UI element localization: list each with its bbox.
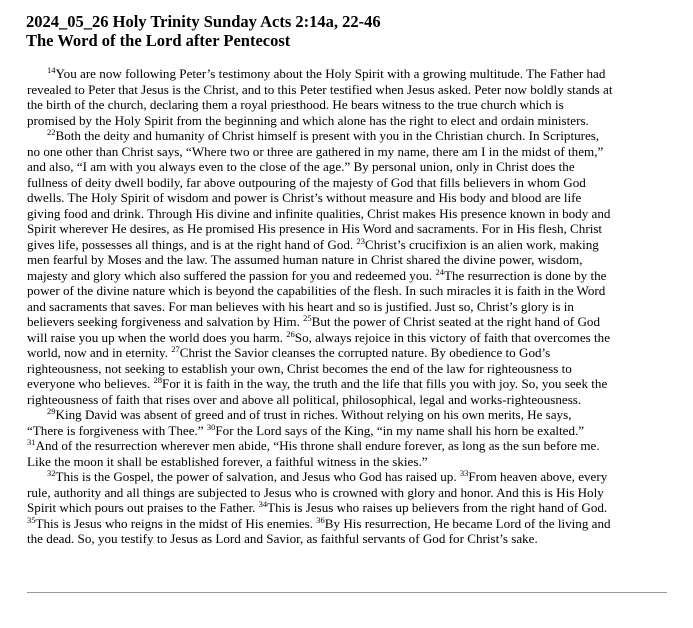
text-run: the birth of the church, declaring them a royal priesthood. He bears witness to the true church which is: [27, 97, 564, 112]
text-run: For it is faith in the way, the truth and the life that fills you with joy. So, you seek the: [162, 376, 608, 391]
verse-number: 26: [286, 328, 295, 339]
text-run: This is the Gospel, the power of salvation, and Jesus who God has raised up.: [55, 469, 460, 484]
text-run: giving food and drink. Through His divine and infinite qualities, Christ makes His presence known in body and: [27, 205, 611, 221]
text-run: The resurrection is done by the: [443, 267, 607, 283]
text-run: For the Lord says of the King, “in my name shall his horn be exalted.”: [215, 422, 585, 438]
text-run: This is Jesus who raises up believers from the right hand of God.: [267, 500, 608, 515]
text-line: [27, 144, 667, 160]
text-run: world, now and in eternity.: [27, 345, 172, 360]
text-line: [27, 299, 667, 315]
text-line: [27, 485, 667, 501]
text-line: [27, 206, 667, 222]
text-line: [27, 128, 667, 144]
text-run: Spirit wherever He desires, as He promised His presence in His Word and sacraments. For in His flesh, Christ: [27, 221, 603, 236]
paragraph: [27, 407, 667, 469]
text-run: King David was absent of greed and of trust in riches. Without relying on his own merits, He says,: [55, 407, 572, 422]
verse-number: 32: [47, 468, 56, 478]
text-run: promised by the Holy Spirit from the beginning and which alone has the right to elect and ordain ministers.: [27, 112, 589, 128]
bottom-divider: [27, 592, 667, 593]
text-line: [27, 345, 667, 361]
subtitle-line: The Word of the Lord after Pentecost: [26, 31, 291, 50]
text-run: This is Jesus who reigns in the midst of His enemies.: [35, 515, 317, 531]
text-run: righteousness, not seeking to establish your own, Christ becomes the end of the law for righteousness to: [27, 360, 572, 376]
text-line: [27, 423, 667, 439]
text-run: majesty and glory which also suffered the passion for you and redeemed you.: [27, 267, 436, 283]
text-run: gives life, possesses all things, and is at the right hand of God.: [27, 236, 357, 252]
paragraph: [27, 128, 667, 407]
verse-number: 34: [258, 499, 268, 509]
text-run: believers seeking forgiveness and salvation by Him.: [27, 314, 304, 329]
text-run: revealed to Peter that Jesus is the Christ, and to this Peter testified when Jesus asked. Peter now boldly stands at: [27, 81, 613, 97]
text-run: everyone who believes.: [27, 376, 154, 391]
verse-number: 24: [435, 266, 444, 277]
paragraph: [27, 66, 667, 128]
text-run: righteousness of faith that rises over and above all political, philosophical, legal and works-righteousness.: [27, 391, 582, 407]
text-line: [27, 438, 667, 454]
text-run: So, always rejoice in this victory of faith that overcomes the: [294, 329, 611, 345]
text-line: [27, 268, 667, 284]
verse-number: 36: [316, 514, 325, 525]
text-run: men fearful by Moses and the law. The assumed human nature in Christ shared the divine power, wisdom,: [27, 252, 583, 267]
text-line: [27, 82, 667, 98]
text-run: and sacraments that saves. For man believes with his heart and so is justified. Just so, Christ’s glory is in: [27, 298, 574, 314]
text-run: fullness of deity dwell bodily, far above outpouring of the majesty of God that fills believers in whom God: [27, 174, 586, 190]
text-run: no one other than Christ says, “Where two or three are gathered in my name, there am I in the midst of them,”: [27, 143, 604, 159]
text-line: [27, 283, 667, 299]
text-line: [27, 190, 667, 206]
text-line: [27, 469, 667, 485]
text-run: dwells. The Holy Spirit of wisdom and power is Christ’s without measure and His body and blood are life: [27, 190, 582, 205]
paragraph: [27, 469, 667, 547]
text-run: Spirit which pours out praises to the Father.: [27, 500, 259, 515]
text-line: [27, 361, 667, 377]
text-line: [27, 159, 667, 175]
text-run: From heaven above, every: [468, 469, 608, 484]
text-run: “There is forgiveness with Thee.”: [27, 422, 207, 438]
verse-number: 35: [27, 514, 36, 525]
text-run: the dead. So, you testify to Jesus as Lord and Savior, as faithful servants of God for Christ’s sake.: [27, 531, 538, 546]
verse-number: 30: [206, 421, 216, 432]
text-line: [27, 175, 667, 191]
text-run: Christ’s crucifixion is an alien work, making: [364, 236, 599, 252]
title-line: 2024_05_26 Holy Trinity Sunday Acts 2:14a, 22-46: [26, 12, 381, 31]
document-body: [27, 66, 667, 547]
text-line: [27, 66, 667, 82]
text-line: [27, 407, 667, 423]
text-run: You are now following Peter’s testimony about the Holy Spirit with a growing multitude. The Father had: [55, 66, 606, 81]
text-line: [27, 221, 667, 237]
text-run: But the power of Christ seated at the right hand of God: [311, 314, 600, 329]
verse-number: 27: [171, 344, 180, 354]
text-run: Like the moon it shall be established forever, a faithful witness in the skies.”: [27, 453, 428, 469]
verse-number: 14: [47, 65, 56, 75]
text-run: And of the resurrection wherever men abide, “His throne shall endure forever, as long as the sun before me.: [35, 438, 600, 453]
text-run: Christ the Savior cleanses the corrupted nature. By obedience to God’s: [179, 345, 551, 360]
text-line: [27, 113, 667, 129]
text-line: [27, 330, 667, 346]
verse-number: 22: [47, 127, 56, 137]
verse-number: 25: [303, 313, 312, 323]
verse-number: 29: [47, 406, 56, 416]
verse-number: 33: [459, 468, 469, 478]
text-line: [27, 531, 667, 547]
text-run: will raise you up when the world does you harm.: [27, 329, 287, 345]
text-line: [27, 392, 667, 408]
text-run: Both the deity and humanity of Christ himself is present with you in the Christian church. In Scriptures,: [55, 128, 600, 143]
text-run: rule, authority and all things are subjected to Jesus who is crowned with glory and honor. And this is His Holy: [27, 484, 604, 500]
document-header: [26, 12, 676, 50]
text-run: By His resurrection, He became Lord of the living and: [324, 515, 611, 531]
verse-number: 28: [153, 375, 163, 385]
text-run: and also, “I am with you always even to the close of the age.” By personal union, only in Christ does the: [27, 159, 575, 174]
verse-number: 31: [27, 437, 36, 447]
text-run: power of the divine nature which is beyond the capabilities of the flesh. In such miracles it is faith in the Word: [27, 283, 606, 298]
text-line: [27, 252, 667, 268]
text-line: [27, 500, 667, 516]
text-line: [27, 376, 667, 392]
text-line: [27, 314, 667, 330]
verse-number: 23: [356, 235, 365, 246]
text-line: [27, 454, 667, 470]
text-line: [27, 237, 667, 253]
text-line: [27, 97, 667, 113]
text-line: [27, 516, 667, 532]
